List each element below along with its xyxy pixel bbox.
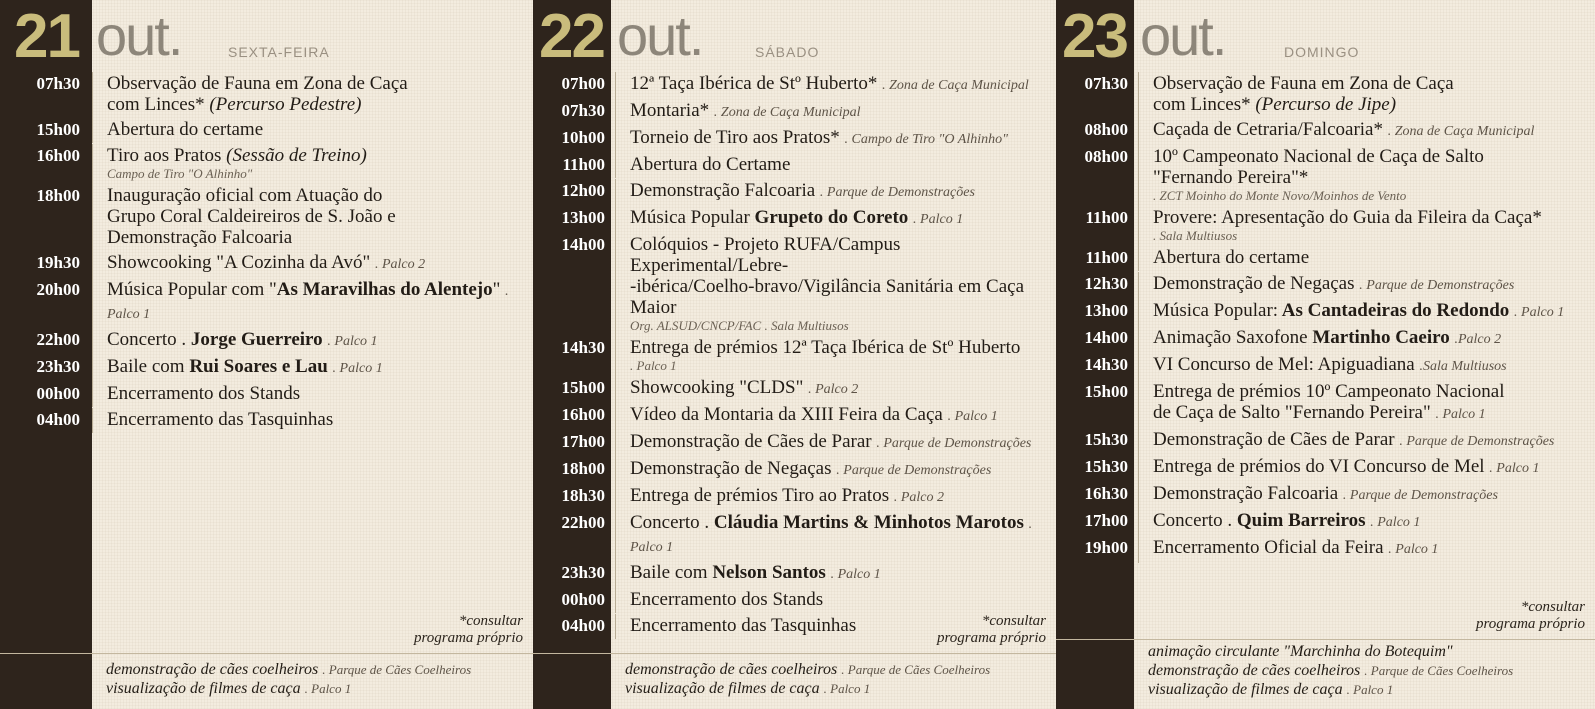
consultar-note <box>1476 599 1585 633</box>
row-venue: . Palco 1 <box>107 284 509 322</box>
row-text-line2-italic: (Percurso Pedestre) <box>209 94 362 115</box>
day-column-23 <box>1056 0 1595 709</box>
schedule-row <box>533 457 1056 484</box>
row-venue: . Parque de Demonstrações <box>1359 278 1515 293</box>
row-text: 10º Campeonato Nacional de Caça de Salto <box>1153 146 1484 167</box>
row-entry <box>1138 353 1595 380</box>
row-venue: . Parque de Demonstrações <box>836 463 992 478</box>
schedule-row <box>533 588 1056 614</box>
row-entry <box>1138 482 1595 509</box>
row-time: 04h00 <box>561 616 605 635</box>
day-weekday: SÁBADO <box>755 44 820 60</box>
row-entry <box>92 118 533 143</box>
schedule-row <box>0 408 533 434</box>
row-text: Demonstração Falcoaria <box>630 180 816 201</box>
schedule-row <box>533 484 1056 511</box>
bottom-venue: . Palco 1 <box>1346 682 1394 697</box>
bottom-venue: . Palco 1 <box>823 681 871 696</box>
bottom-venue: . Palco 1 <box>304 681 352 696</box>
row-text: Entrega de prémios 10º Campeonato Nacional <box>1153 381 1505 402</box>
row-entry <box>615 153 1056 178</box>
row-venue: . Palco 1 <box>1514 305 1565 320</box>
row-entry <box>615 403 1056 430</box>
day-header-22 <box>533 0 1056 70</box>
row-venue: . Palco 2 <box>808 382 859 397</box>
consultar-line2: programa próprio <box>936 630 1046 646</box>
row-time: 17h00 <box>1084 511 1128 530</box>
row-text: Abertura do certame <box>107 119 264 140</box>
row-text: Encerramento das Tasquinhas <box>107 409 334 430</box>
schedule-row <box>1056 272 1595 299</box>
row-entry <box>92 278 533 328</box>
row-entry <box>1138 72 1595 118</box>
row-text-line2: com Linces* <box>107 94 205 115</box>
row-entry <box>1138 536 1595 563</box>
row-time: 19h00 <box>1084 538 1128 557</box>
schedule-row <box>1056 380 1595 428</box>
consultar-line1: *consultar <box>1520 599 1585 615</box>
bottom-item <box>106 679 533 698</box>
row-text: Entrega de prémios 12ª Taça Ibérica de Stº Huberto <box>630 337 1021 358</box>
row-text: Provere: Apresentação do Guia da Fileira da Caça* <box>1153 207 1542 228</box>
schedule-row <box>0 382 533 408</box>
row-text: Encerramento das Tasquinhas <box>630 615 857 636</box>
row-highlight: Nelson Santos <box>707 562 826 583</box>
bottom-venue: . Parque de Cães Coelheiros <box>322 662 472 677</box>
schedule-row <box>533 233 1056 336</box>
row-time: 07h00 <box>561 74 605 93</box>
row-time: 11h00 <box>1085 208 1128 227</box>
schedule-rows-22 <box>533 72 1056 640</box>
row-time: 07h30 <box>561 101 605 120</box>
schedule-row <box>0 355 533 382</box>
row-highlight: Quim Barreiros <box>1232 510 1366 531</box>
bottom-text: visualização de filmes de caça <box>106 680 301 697</box>
row-highlight: Grupeto do Coreto <box>749 207 909 228</box>
row-text: Encerramento Oficial da Feira <box>1153 537 1384 558</box>
day-number: 23 <box>1062 2 1127 71</box>
row-entry <box>615 206 1056 233</box>
row-highlight: As Cantadeiras do Redondo <box>1278 300 1510 321</box>
row-text: Tiro aos Pratos <box>107 145 222 166</box>
row-text: Música Popular: <box>1153 300 1279 321</box>
consultar-line1: *consultar <box>981 613 1046 629</box>
row-text: Observação de Fauna em Zona de Caça <box>1153 73 1454 94</box>
row-time: 17h00 <box>561 432 605 451</box>
row-venue: . Palco 1 <box>1489 461 1540 476</box>
row-text: Concerto . <box>107 329 187 350</box>
row-entry <box>92 184 533 251</box>
schedule-row <box>533 72 1056 99</box>
row-venue: . Parque de Demonstrações <box>1342 488 1498 503</box>
row-venue: . Palco 1 <box>913 212 964 227</box>
day-number: 22 <box>539 2 604 71</box>
day-header-23 <box>1056 0 1595 70</box>
row-time: 14h30 <box>1084 355 1128 374</box>
bottom-item <box>1148 661 1595 680</box>
row-time: 00h00 <box>36 384 80 403</box>
bottom-strip <box>1056 639 1595 709</box>
row-text: Música Popular com " <box>107 279 277 300</box>
row-time: 18h30 <box>561 486 605 505</box>
row-time: 15h00 <box>36 120 80 139</box>
schedule-row <box>0 118 533 144</box>
row-time: 00h00 <box>561 590 605 609</box>
row-entry <box>615 376 1056 403</box>
row-text-line2-italic: (Percurso de Jipe) <box>1255 94 1397 115</box>
row-text: Demonstração de Cães de Parar <box>1153 429 1395 450</box>
bottom-text: demonstração de cães coelheiros <box>1148 662 1361 679</box>
row-entry <box>1138 380 1595 428</box>
row-time: 10h00 <box>561 128 605 147</box>
row-text: Demonstração de Negaças <box>630 458 832 479</box>
schedule-row <box>1056 455 1595 482</box>
row-time: 08h00 <box>1084 147 1128 166</box>
row-text-line2: Grupo Coral Caldeireiros de S. João e <box>107 206 396 227</box>
bottom-text: demonstração de cães coelheiros <box>106 661 319 678</box>
row-entry <box>1138 428 1595 455</box>
bottom-text: visualização de filmes de caça <box>1148 681 1343 698</box>
row-subtext: Org. ALSUD/CNCP/FAC . Sala Multiusos <box>630 318 849 333</box>
row-entry <box>615 457 1056 484</box>
row-time: 19h30 <box>36 253 80 272</box>
row-highlight: Rui Soares e Lau <box>184 356 328 377</box>
schedule-row <box>1056 246 1595 272</box>
row-text: Entrega de prémios Tiro ao Pratos <box>630 485 890 506</box>
row-entry <box>92 72 533 118</box>
schedule-row <box>1056 353 1595 380</box>
row-entry <box>615 484 1056 511</box>
day-header-21 <box>0 0 533 70</box>
schedule-row <box>0 328 533 355</box>
row-text: Showcooking "A Cozinha da Avó" <box>107 252 371 273</box>
row-entry <box>615 588 1056 613</box>
row-text: Animação Saxofone <box>1153 327 1308 348</box>
row-time: 15h00 <box>1084 382 1128 401</box>
schedule-row <box>0 278 533 328</box>
day-number: 21 <box>14 2 79 71</box>
row-entry <box>615 430 1056 457</box>
day-column-21 <box>0 0 533 709</box>
schedule-row <box>0 251 533 278</box>
row-time: 11h00 <box>562 155 605 174</box>
row-venue: . Palco 1 <box>327 334 378 349</box>
row-highlight: As Maravilhas do Alentejo <box>276 279 493 300</box>
schedule-row <box>533 153 1056 179</box>
row-time: 15h30 <box>1084 430 1128 449</box>
schedule-row <box>1056 482 1595 509</box>
consultar-note <box>937 613 1046 647</box>
row-entry <box>615 511 1056 561</box>
row-entry <box>615 336 1056 376</box>
row-venue: . Zona de Caça Municipal <box>882 78 1029 93</box>
bottom-venue: . Parque de Cães Coelheiros <box>841 662 991 677</box>
row-text: Baile com <box>107 356 185 377</box>
row-time: 14h00 <box>1084 328 1128 347</box>
schedule-row <box>0 144 533 184</box>
consultar-line2: programa próprio <box>1475 616 1585 632</box>
row-text-line2: de Caça de Salto "Fernando Pereira" <box>1153 402 1431 423</box>
schedule-row <box>1056 536 1595 563</box>
row-text: Concerto . <box>630 512 710 533</box>
row-text: Showcooking "CLDS" <box>630 377 804 398</box>
bottom-item <box>625 679 1056 698</box>
bottom-item <box>1148 642 1595 661</box>
row-text: Torneio de Tiro aos Pratos* <box>630 127 840 148</box>
row-venue: . Palco 1 <box>947 409 998 424</box>
row-entry <box>615 179 1056 206</box>
day-month: out. <box>96 4 182 67</box>
row-entry <box>1138 206 1595 246</box>
row-time: 16h00 <box>561 405 605 424</box>
consultar-line2: programa próprio <box>413 630 523 646</box>
row-venue: . Palco 1 <box>332 361 383 376</box>
row-venue: . Zona de Caça Municipal <box>1387 124 1535 139</box>
row-text: VI Concurso de Mel: Apiguadiana <box>1153 354 1415 375</box>
row-time: 15h30 <box>1084 457 1128 476</box>
row-subtext: . ZCT Moinho do Monte Novo/Moinhos de Vento <box>1153 188 1407 203</box>
row-subtext: Campo de Tiro "O Alhinho" <box>107 166 253 181</box>
bottom-text: animação circulante "Marchinha do Botequim" <box>1148 643 1453 660</box>
schedule-row <box>1056 509 1595 536</box>
day-weekday: DOMINGO <box>1284 44 1360 60</box>
row-time: 12h00 <box>561 181 605 200</box>
row-time: 12h30 <box>1084 274 1128 293</box>
row-entry <box>92 408 533 433</box>
row-text: Abertura do Certame <box>630 154 791 175</box>
schedule-row <box>533 126 1056 153</box>
row-subtext: . Sala Multiusos <box>1153 228 1238 243</box>
row-venue: . Palco 2 <box>374 257 426 272</box>
row-entry <box>615 561 1056 588</box>
day-column-22 <box>533 0 1056 709</box>
row-entry <box>1138 509 1595 536</box>
row-time: 07h30 <box>1084 74 1128 93</box>
schedule-row <box>533 336 1056 376</box>
schedule-row <box>533 99 1056 126</box>
row-text-line2: -ibérica/Coelho-bravo/Vigilância Sanitária em Caça Maior <box>630 276 1024 318</box>
row-venue: .Sala Multiusos <box>1419 359 1507 374</box>
row-venue: . Parque de Demonstrações <box>1399 434 1555 449</box>
row-venue: . Palco 2 <box>893 490 945 505</box>
row-venue: . Palco 1 <box>1388 542 1439 557</box>
row-time: 22h00 <box>561 513 605 532</box>
row-time: 20h00 <box>36 280 80 299</box>
row-text: Colóquios - Projeto RUFA/Campus Experimental/Lebre- <box>630 234 901 276</box>
row-text: 12ª Taça Ibérica de Stº Huberto* <box>630 73 878 94</box>
row-text-italic: (Sessão de Treino) <box>226 145 367 166</box>
row-venue: . Campo de Tiro "O Alhinho" <box>844 132 1008 147</box>
row-text: Abertura do certame <box>1153 247 1310 268</box>
schedule-rows-21 <box>0 72 533 434</box>
day-month: out. <box>1140 4 1226 67</box>
row-time: 14h30 <box>561 338 605 357</box>
row-text: Concerto . <box>1153 510 1233 531</box>
row-text: Demonstração de Negaças <box>1153 273 1355 294</box>
row-text: Montaria* <box>630 100 710 121</box>
consultar-note <box>414 613 523 647</box>
row-time: 13h00 <box>1084 301 1128 320</box>
row-time: 23h30 <box>36 357 80 376</box>
schedule-row <box>1056 206 1595 246</box>
row-entry <box>615 126 1056 153</box>
row-venue: . Parque de Demonstrações <box>819 185 975 200</box>
schedule-row <box>1056 326 1595 353</box>
row-time: 22h00 <box>36 330 80 349</box>
row-entry <box>92 355 533 382</box>
row-text: Observação de Fauna em Zona de Caça <box>107 73 408 94</box>
row-entry <box>92 382 533 407</box>
schedule-row <box>533 206 1056 233</box>
schedule-row <box>533 561 1056 588</box>
row-entry <box>1138 455 1595 482</box>
row-text: Caçada de Cetraria/Falcoaria* <box>1153 119 1383 140</box>
bottom-item <box>1148 680 1595 699</box>
schedule-row <box>533 430 1056 457</box>
day-weekday: SEXTA-FEIRA <box>228 44 330 60</box>
schedule-row <box>533 179 1056 206</box>
schedule-row <box>1056 72 1595 118</box>
row-time: 11h00 <box>1085 248 1128 267</box>
row-entry <box>1138 145 1595 206</box>
row-text: Encerramento dos Stands <box>107 383 301 404</box>
row-time: 14h00 <box>561 235 605 254</box>
row-time: 15h00 <box>561 378 605 397</box>
row-venue: . Parque de Demonstrações <box>876 436 1032 451</box>
row-text: Baile com <box>630 562 708 583</box>
row-text: Música Popular <box>630 207 750 228</box>
schedule-rows-23 <box>1056 72 1595 563</box>
day-month: out. <box>617 4 703 67</box>
row-entry <box>92 328 533 355</box>
row-text: Inauguração oficial com Atuação do <box>107 185 383 206</box>
schedule-row <box>0 72 533 118</box>
row-entry <box>615 72 1056 99</box>
bottom-text: demonstração de cães coelheiros <box>625 661 838 678</box>
schedule-row <box>1056 145 1595 206</box>
bottom-strip <box>0 653 533 709</box>
row-time: 16h30 <box>1084 484 1128 503</box>
row-entry <box>1138 326 1595 353</box>
schedule-row <box>533 511 1056 561</box>
row-entry <box>92 251 533 278</box>
row-text: Vídeo da Montaria da XIII Feira da Caça <box>630 404 943 425</box>
row-venue: .Palco 2 <box>1454 332 1502 347</box>
bottom-strip <box>533 653 1056 709</box>
schedule-row <box>1056 428 1595 455</box>
row-time: 23h30 <box>561 563 605 582</box>
row-entry <box>1138 118 1595 145</box>
row-venue: . Palco 1 <box>830 567 881 582</box>
row-time: 18h00 <box>36 186 80 205</box>
bottom-text: visualização de filmes de caça <box>625 680 820 697</box>
row-entry <box>615 233 1056 336</box>
row-time: 16h00 <box>36 146 80 165</box>
bottom-item <box>106 660 533 679</box>
schedule-row <box>1056 299 1595 326</box>
schedule-row <box>533 376 1056 403</box>
row-venue: . Palco 1 <box>1370 515 1421 530</box>
row-entry <box>615 99 1056 126</box>
row-highlight: Jorge Guerreiro <box>186 329 323 350</box>
row-time: 04h00 <box>36 410 80 429</box>
bottom-item <box>625 660 1056 679</box>
row-text: Encerramento dos Stands <box>630 589 824 610</box>
row-highlight: Cláudia Martins & Minhotos Marotos <box>709 512 1024 533</box>
row-time: 08h00 <box>1084 120 1128 139</box>
row-time: 07h30 <box>36 74 80 93</box>
row-time: 18h00 <box>561 459 605 478</box>
row-text-line2: com Linces* <box>1153 94 1251 115</box>
row-entry <box>1138 246 1595 271</box>
row-venue: . Palco 1 <box>1435 407 1486 422</box>
bottom-venue: . Parque de Cães Coelheiros <box>1364 663 1514 678</box>
row-text-line2: "Fernando Pereira"* <box>1153 167 1309 188</box>
row-venue: . Zona de Caça Municipal <box>713 105 861 120</box>
schedule-row <box>533 403 1056 430</box>
row-entry <box>1138 299 1595 326</box>
row-entry <box>92 144 533 184</box>
row-text: Demonstração Falcoaria <box>1153 483 1339 504</box>
row-time: 13h00 <box>561 208 605 227</box>
row-highlight: Martinho Caeiro <box>1307 327 1450 348</box>
row-text: Entrega de prémios do VI Concurso de Mel <box>1153 456 1485 477</box>
row-venue: . Palco 1 <box>630 517 1033 555</box>
schedule-row <box>0 184 533 251</box>
consultar-line1: *consultar <box>458 613 523 629</box>
row-text-line3: Demonstração Falcoaria <box>107 227 293 248</box>
schedule-row <box>1056 118 1595 145</box>
row-venue: . Palco 1 <box>630 358 677 373</box>
row-text: Demonstração de Cães de Parar <box>630 431 872 452</box>
row-entry <box>1138 272 1595 299</box>
row-text-after: " <box>492 279 501 300</box>
